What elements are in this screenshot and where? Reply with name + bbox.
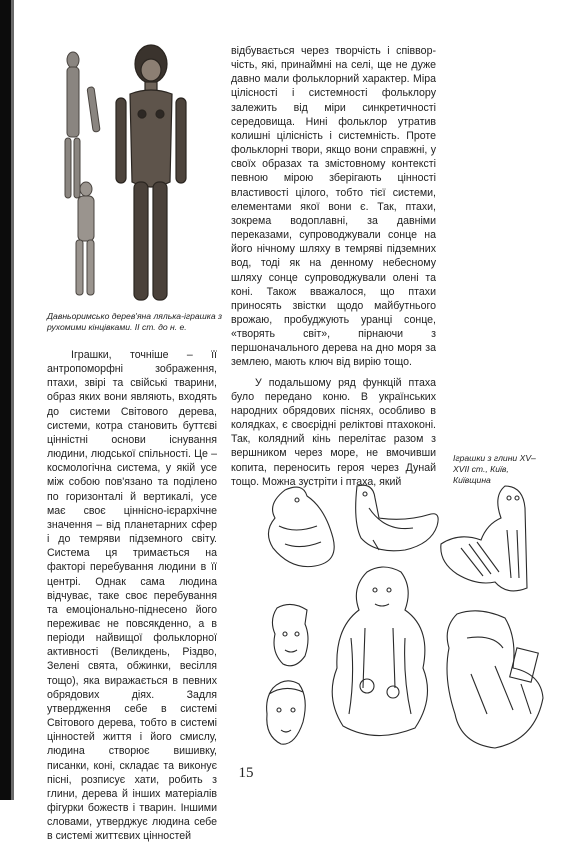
- paragraph: Іграшки, точніше – її антропоморфні зображення, птахи, звірі та свійські тварини, образ яких вони являють, входять до системи Світового дерева, системи, котра становить буттєві цінністні основи існування людини, людської спільності. Це – космологічна система, у якій усе між собою пов'язано та поділено по горизонталі й вертикалі, усе має своє ціннісно-ієрархічне значення – від планетарних сфер і до темряви підземного світу. Система ця тримається на факторі перебування людини в її центрі. Однак сама людина відчуває, таке своє перебування та емоціонально-піднесено його переживає не повсякденно, а в періоди найвищої фольклорної активності (Великдень, Різдво, Зелені свята, обжинки, весілля тощо), яка виражається в певних обрядових діях. Задля утвердження себе в системі Світового дерева, тобто в системі цінностей життя і його смислу, людина створює вишивку, писанки, коні, складає та виконує пісні, розписує хати, робить з глини, дерева й інших матеріалів фігурки божеств і тварин. Іншими словами, утверджує людина себе в системі життєвих цінностей: [47, 349, 217, 843]
- photo-caption: Давньоримсько дерев'яна лялька-іграшка з рухомими кінцівками. II ст. до н. е.: [47, 311, 223, 332]
- page-number: 15: [238, 765, 254, 781]
- left-text-column: [47, 348, 217, 843]
- partial-doll-figure: [76, 182, 94, 295]
- right-text-column: [231, 44, 436, 489]
- scan-edge: [0, 0, 11, 800]
- small-doll-figure: [65, 52, 100, 198]
- clay-figurine-drawing: [441, 486, 527, 591]
- clay-bird-drawing: [268, 487, 334, 567]
- scan-edge-shadow: [11, 0, 14, 800]
- main-doll-figure: [116, 45, 186, 300]
- clay-horse-drawing: [356, 485, 438, 551]
- paragraph: У подальшому ряд функцій птаха було передано коню. В українських народних обрядових піснях, особливо в колядках, є своєрідні реліктові птахоконі. Так, колядний кінь перелітає разом з вершником через море, не вмочивши копита, переносить героя через Дунай тощо. Можна зустріти і птаха, який: [231, 376, 436, 488]
- clay-woman-figurine-drawing: [332, 567, 427, 736]
- wooden-doll-photo: [52, 42, 222, 307]
- paragraph: відбувається через творчість і співвор-чість, які, принаймні на селі, ще не дуже давно мали фольклорний характер. Міра цілісності і системності фольклору залежить від міри синкретичності середовища. Нині фольклор утратив колишні цілісність і системність. Проте фольклорні твори, якщо вони справжні, у своїх образах та змістовному контексті певною мірою зберігають цінності властивості цілого, тобто тієї системи, елементами якої вони є. Так, птахи, зокрема водоплавні, за давніми переказами, супроводжували сонце на його нічному шляху в темряві підземних вод, тоді як на денному небесному шляху сонце супроводжували олені та коні. Також вважалося, що птахи приносять звістки щодо майбутнього врожаю, пробуджують уранці сонце, «творять світ», пірнаючи з першоначального дерева на дно моря за землею, мають ключ від вирію тощо.: [231, 45, 436, 369]
- drawing-caption: Іграшки з глини XV–XVII ст., Київ, Київщина: [453, 453, 536, 485]
- clay-fragment-drawing: [447, 611, 543, 748]
- clay-face-drawing: [267, 681, 306, 744]
- clay-small-head-drawing: [272, 604, 308, 665]
- clay-toys-drawing: [255, 478, 550, 756]
